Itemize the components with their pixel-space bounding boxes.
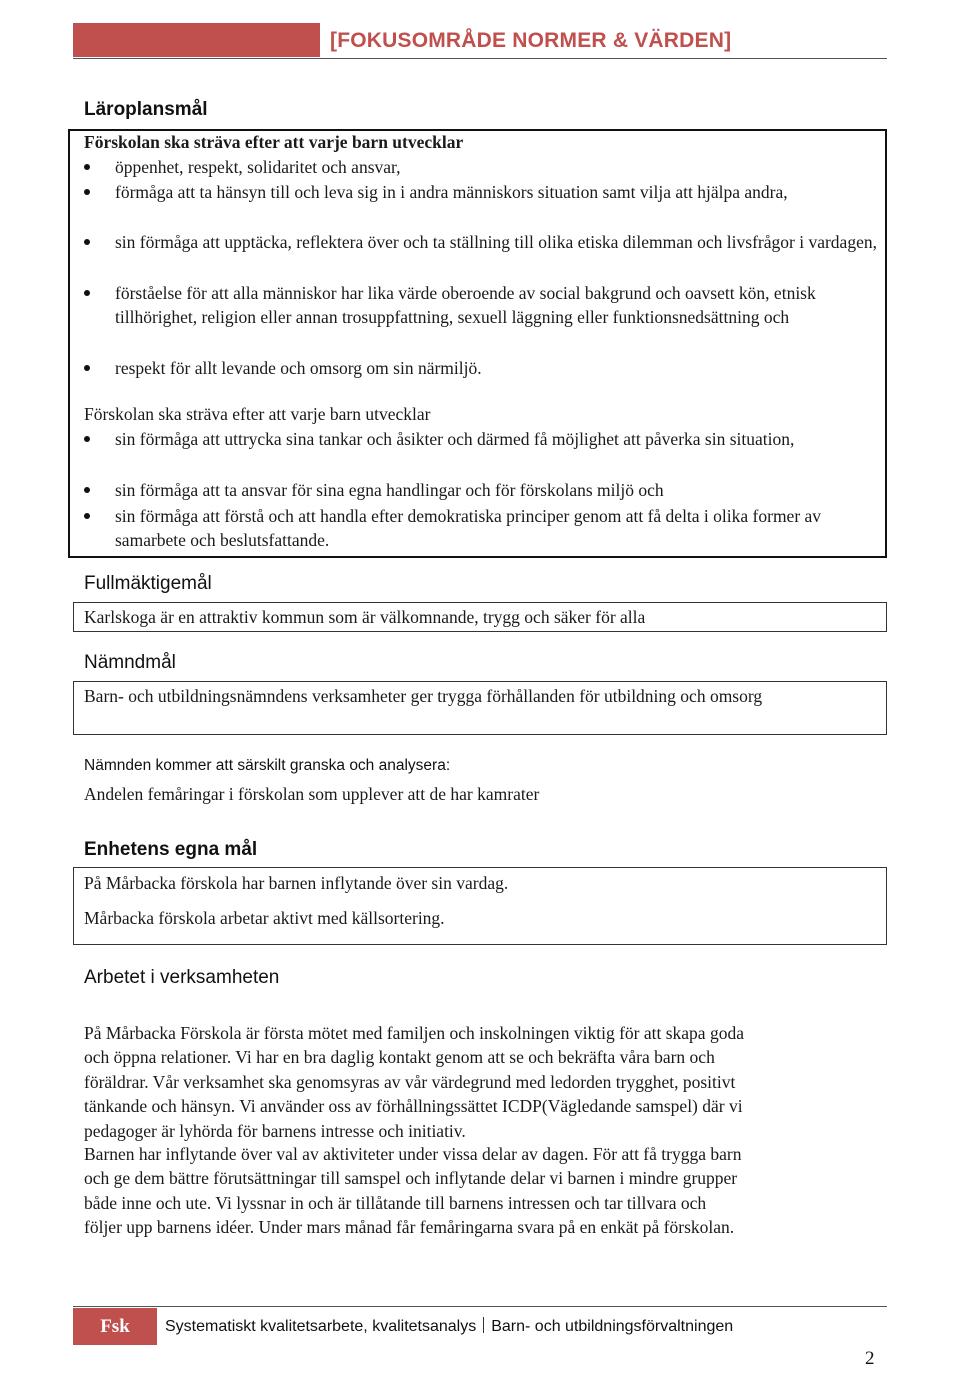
bullet-icon <box>84 290 90 296</box>
bullet-icon <box>84 239 90 245</box>
namnd-text: Barn- och utbildningsnämndens verksamheter ger trygga förhållanden för utbildning och omsorg <box>84 686 763 706</box>
arbetet-paragraph-1: På Mårbacka Förskola är första mötet med familjen och inskolningen viktig för att skapa goda och öppna relationer. Vi har en bra daglig kontakt genom att se och bekräfta våra barn och föräldrar. Vår verksamhet ska genomsyras av vår värdegrund med ledorden trygghet, positivt tänkande och hänsyn. Vi använder oss av förhållningssättet ICDP(Vägledande samspel) där vi pedagoger är lyhörda för barnens intresse och initiativ. <box>84 1023 744 1141</box>
bullet-icon <box>84 487 90 493</box>
enhet-goal-2: Mårbacka förskola arbetar aktivt med källsortering. <box>84 908 445 928</box>
bullet-icon <box>84 164 90 170</box>
laroplan-group2-title: Förskolan ska sträva efter att varje barn utvecklar <box>84 404 431 424</box>
bullet-icon <box>84 189 90 195</box>
bullet-icon <box>84 436 90 442</box>
enhet-goal-1: På Mårbacka förskola har barnen inflytande över sin vardag. <box>84 873 509 893</box>
footer-separator <box>483 1317 484 1333</box>
header-title: [FOKUSOMRÅDE NORMER & VÄRDEN] <box>330 29 732 52</box>
footer-rule <box>73 1306 887 1307</box>
enhet-heading: Enhetens egna mål <box>84 839 258 860</box>
arbetet-paragraph-2: Barnen har inflytande över val av aktiviteter under vissa delar av dagen. För att få trygga barn och ge dem bättre förutsättningar till samspel och inflytande delar vi barnen i mindre grupper både inne och ute. Vi lyssnar in och är tillåtande till barnens intressen och tar tillvara och följer upp barnens idéer. Under mars månad får femåringarna svara på en enkät på förskolan. <box>84 1144 742 1238</box>
namnd-review-label: Nämnden kommer att särskilt granska och analysera: <box>84 757 451 774</box>
arbetet-heading: Arbetet i verksamheten <box>84 967 280 988</box>
fullmaktige-heading: Fullmäktigemål <box>84 573 212 594</box>
bullet-icon <box>84 365 90 371</box>
footer-logo: Fsk <box>100 1316 130 1337</box>
footer-text <box>165 1317 733 1336</box>
page-number: 2 <box>865 1348 875 1369</box>
namnd-heading: Nämndmål <box>84 652 176 673</box>
header-accent-block <box>73 23 320 57</box>
header-rule <box>73 58 887 59</box>
laroplan-group1-title: Förskolan ska sträva efter att varje barn utvecklar <box>84 132 464 152</box>
footer-text-left: Systematiskt kvalitetsarbete, kvalitetsanalys <box>165 1318 477 1335</box>
laroplan-heading: Läroplansmål <box>84 99 208 120</box>
fullmaktige-text: Karlskoga är en attraktiv kommun som är välkomnande, trygg och säker för alla <box>84 607 646 627</box>
footer-text-right: Barn- och utbildningsförvaltningen <box>491 1318 734 1335</box>
namnd-review-text: Andelen femåringar i förskolan som upplever att de har kamrater <box>84 784 540 804</box>
bullet-icon <box>84 513 90 519</box>
